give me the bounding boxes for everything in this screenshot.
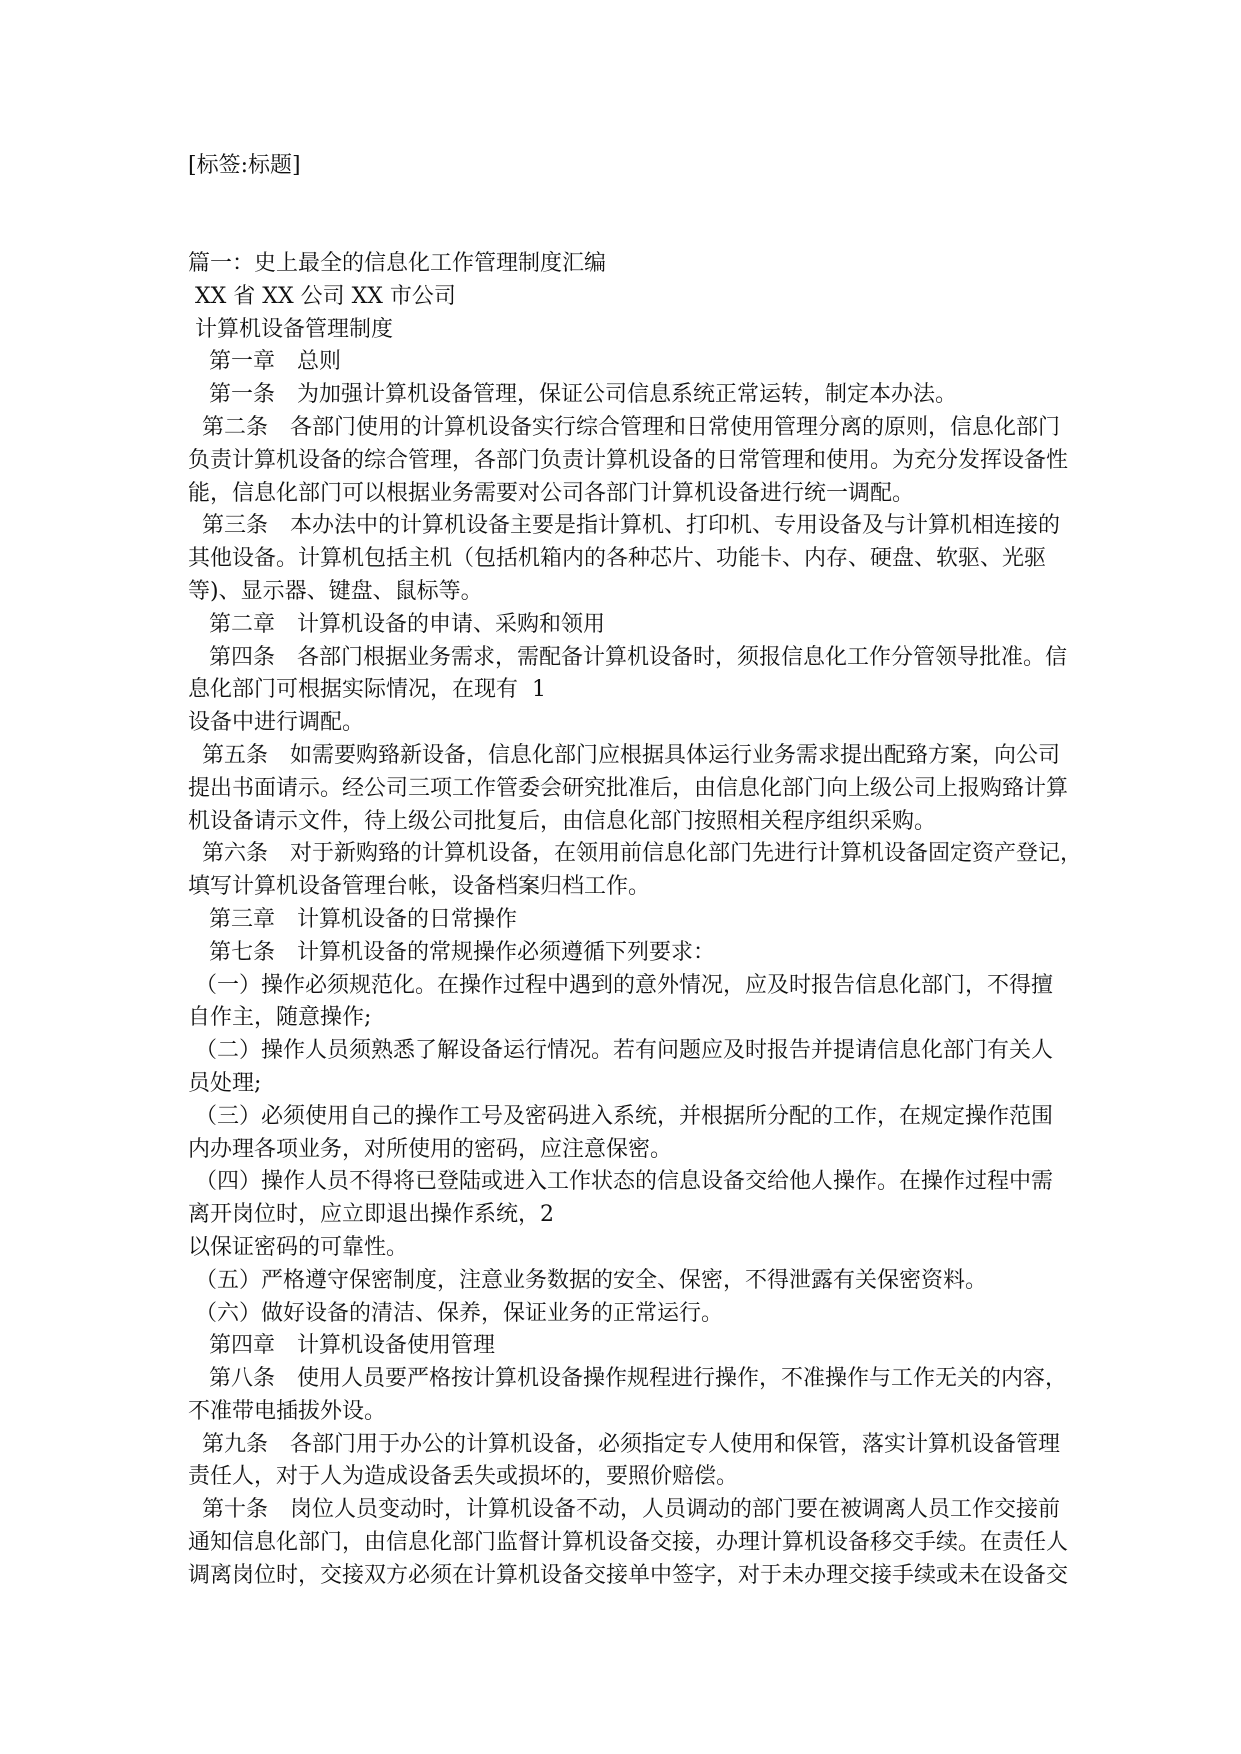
document-line: （一）操作必须规范化。在操作过程中遇到的意外情况，应及时报告信息化部门，不得擅: [188, 972, 1053, 998]
document-line: 第一章 总则: [188, 349, 341, 375]
document-line: 第九条 各部门用于办公的计算机设备，必须指定专人使用和保管，落实计算机设备管理: [188, 1431, 1060, 1457]
document-line: 等)、显示器、键盘、鼠标等。: [188, 578, 483, 604]
document-line: 篇一：史上最全的信息化工作管理制度汇编: [188, 251, 607, 276]
document-line: 第六条 对于新购臵的计算机设备，在领用前信息化部门先进行计算机设备固定资产登记，: [188, 841, 1082, 867]
document-line: 第八条 使用人员要严格按计算机设备操作规程进行操作，不准操作与工作无关的内容，: [188, 1366, 1067, 1392]
document-line: 第四章 计算机设备使用管理: [188, 1333, 495, 1359]
document-line: （二）操作人员须熟悉了解设备运行情况。若有问题应及时报告并提请信息化部门有关人: [188, 1038, 1053, 1064]
document-line: 填写计算机设备管理台帐，设备档案归档工作。: [188, 874, 651, 900]
document-line: 通知信息化部门，由信息化部门监督计算机设备交接，办理计算机设备移交手续。在责任人: [188, 1530, 1069, 1556]
document-line: （五）严格遵守保密制度，注意业务数据的安全、保密，不得泄露有关保密资料。: [188, 1267, 987, 1293]
document-line: （四）操作人员不得将已登陆或进入工作状态的信息设备交给他人操作。在操作过程中需: [188, 1169, 1053, 1195]
document-line: 计算机设备管理制度: [188, 316, 393, 342]
document-line: 第二章 计算机设备的申请、采购和领用: [188, 611, 605, 637]
document-line: （六）做好设备的清洁、保养，保证业务的正常运行。: [188, 1300, 723, 1326]
document-line: 息化部门可根据实际情况，在现有 1: [188, 677, 546, 703]
document-line: 不准带电插拔外设。: [188, 1398, 387, 1424]
document-line: （三）必须使用自己的操作工号及密码进入系统，并根据所分配的工作，在规定操作范围: [188, 1103, 1053, 1129]
document-line: 第二条 各部门使用的计算机设备实行综合管理和日常使用管理分离的原则，信息化部门: [188, 414, 1060, 440]
document-body: [188, 248, 1082, 1593]
document-line: 第十条 岗位人员变动时，计算机设备不动，人员调动的部门要在被调离人员工作交接前: [188, 1497, 1060, 1523]
document-line: 责任人，对于人为造成设备丢失或损坏的，要照价赔偿。: [188, 1464, 739, 1490]
document-line: 其他设备。计算机包括主机（包括机箱内的各种芯片、功能卡、内存、硬盘、软驱、光驱: [188, 546, 1047, 572]
document-line: 内办理各项业务，对所使用的密码，应注意保密。: [188, 1136, 673, 1162]
document-line: XX 省 XX 公司 XX 市公司: [188, 283, 456, 309]
document-line: 机设备请示文件，待上级公司批复后，由信息化部门按照相关程序组织采购。: [188, 808, 937, 834]
document-tag-label: [标签:标题]: [188, 153, 301, 178]
document-line: 调离岗位时，交接双方必须在计算机设备交接单中签字，对于未办理交接手续或未在设备交: [188, 1562, 1069, 1588]
document-line: 能，信息化部门可以根据业务需要对公司各部门计算机设备进行统一调配。: [188, 480, 915, 506]
document-line: 提出书面请示。经公司三项工作管委会研究批准后，由信息化部门向上级公司上报购臵计算: [188, 775, 1069, 801]
document-line: 第四条 各部门根据业务需求，需配备计算机设备时，须报信息化工作分管领导批准。信: [188, 644, 1067, 670]
document-line: 第三条 本办法中的计算机设备主要是指计算机、打印机、专用设备及与计算机相连接的: [188, 513, 1060, 539]
document-line: 第五条 如需要购臵新设备，信息化部门应根据具体运行业务需求提出配臵方案，向公司: [188, 742, 1060, 768]
document-line: 以保证密码的可靠性。: [188, 1234, 409, 1260]
document-line: 负责计算机设备的综合管理，各部门负责计算机设备的日常管理和使用。为充分发挥设备性: [188, 447, 1069, 473]
document-line: 第七条 计算机设备的常规操作必须遵循下列要求：: [188, 939, 715, 965]
document-line: 员处理;: [188, 1070, 262, 1096]
document-line: 自作主，随意操作;: [188, 1005, 372, 1031]
document-line: 第一条 为加强计算机设备管理，保证公司信息系统正常运转，制定本办法。: [188, 382, 957, 408]
document-line: 第三章 计算机设备的日常操作: [188, 906, 517, 932]
document-line: 设备中进行调配。: [188, 710, 365, 736]
document-line: 离开岗位时，应立即退出操作系统，2: [188, 1202, 554, 1228]
